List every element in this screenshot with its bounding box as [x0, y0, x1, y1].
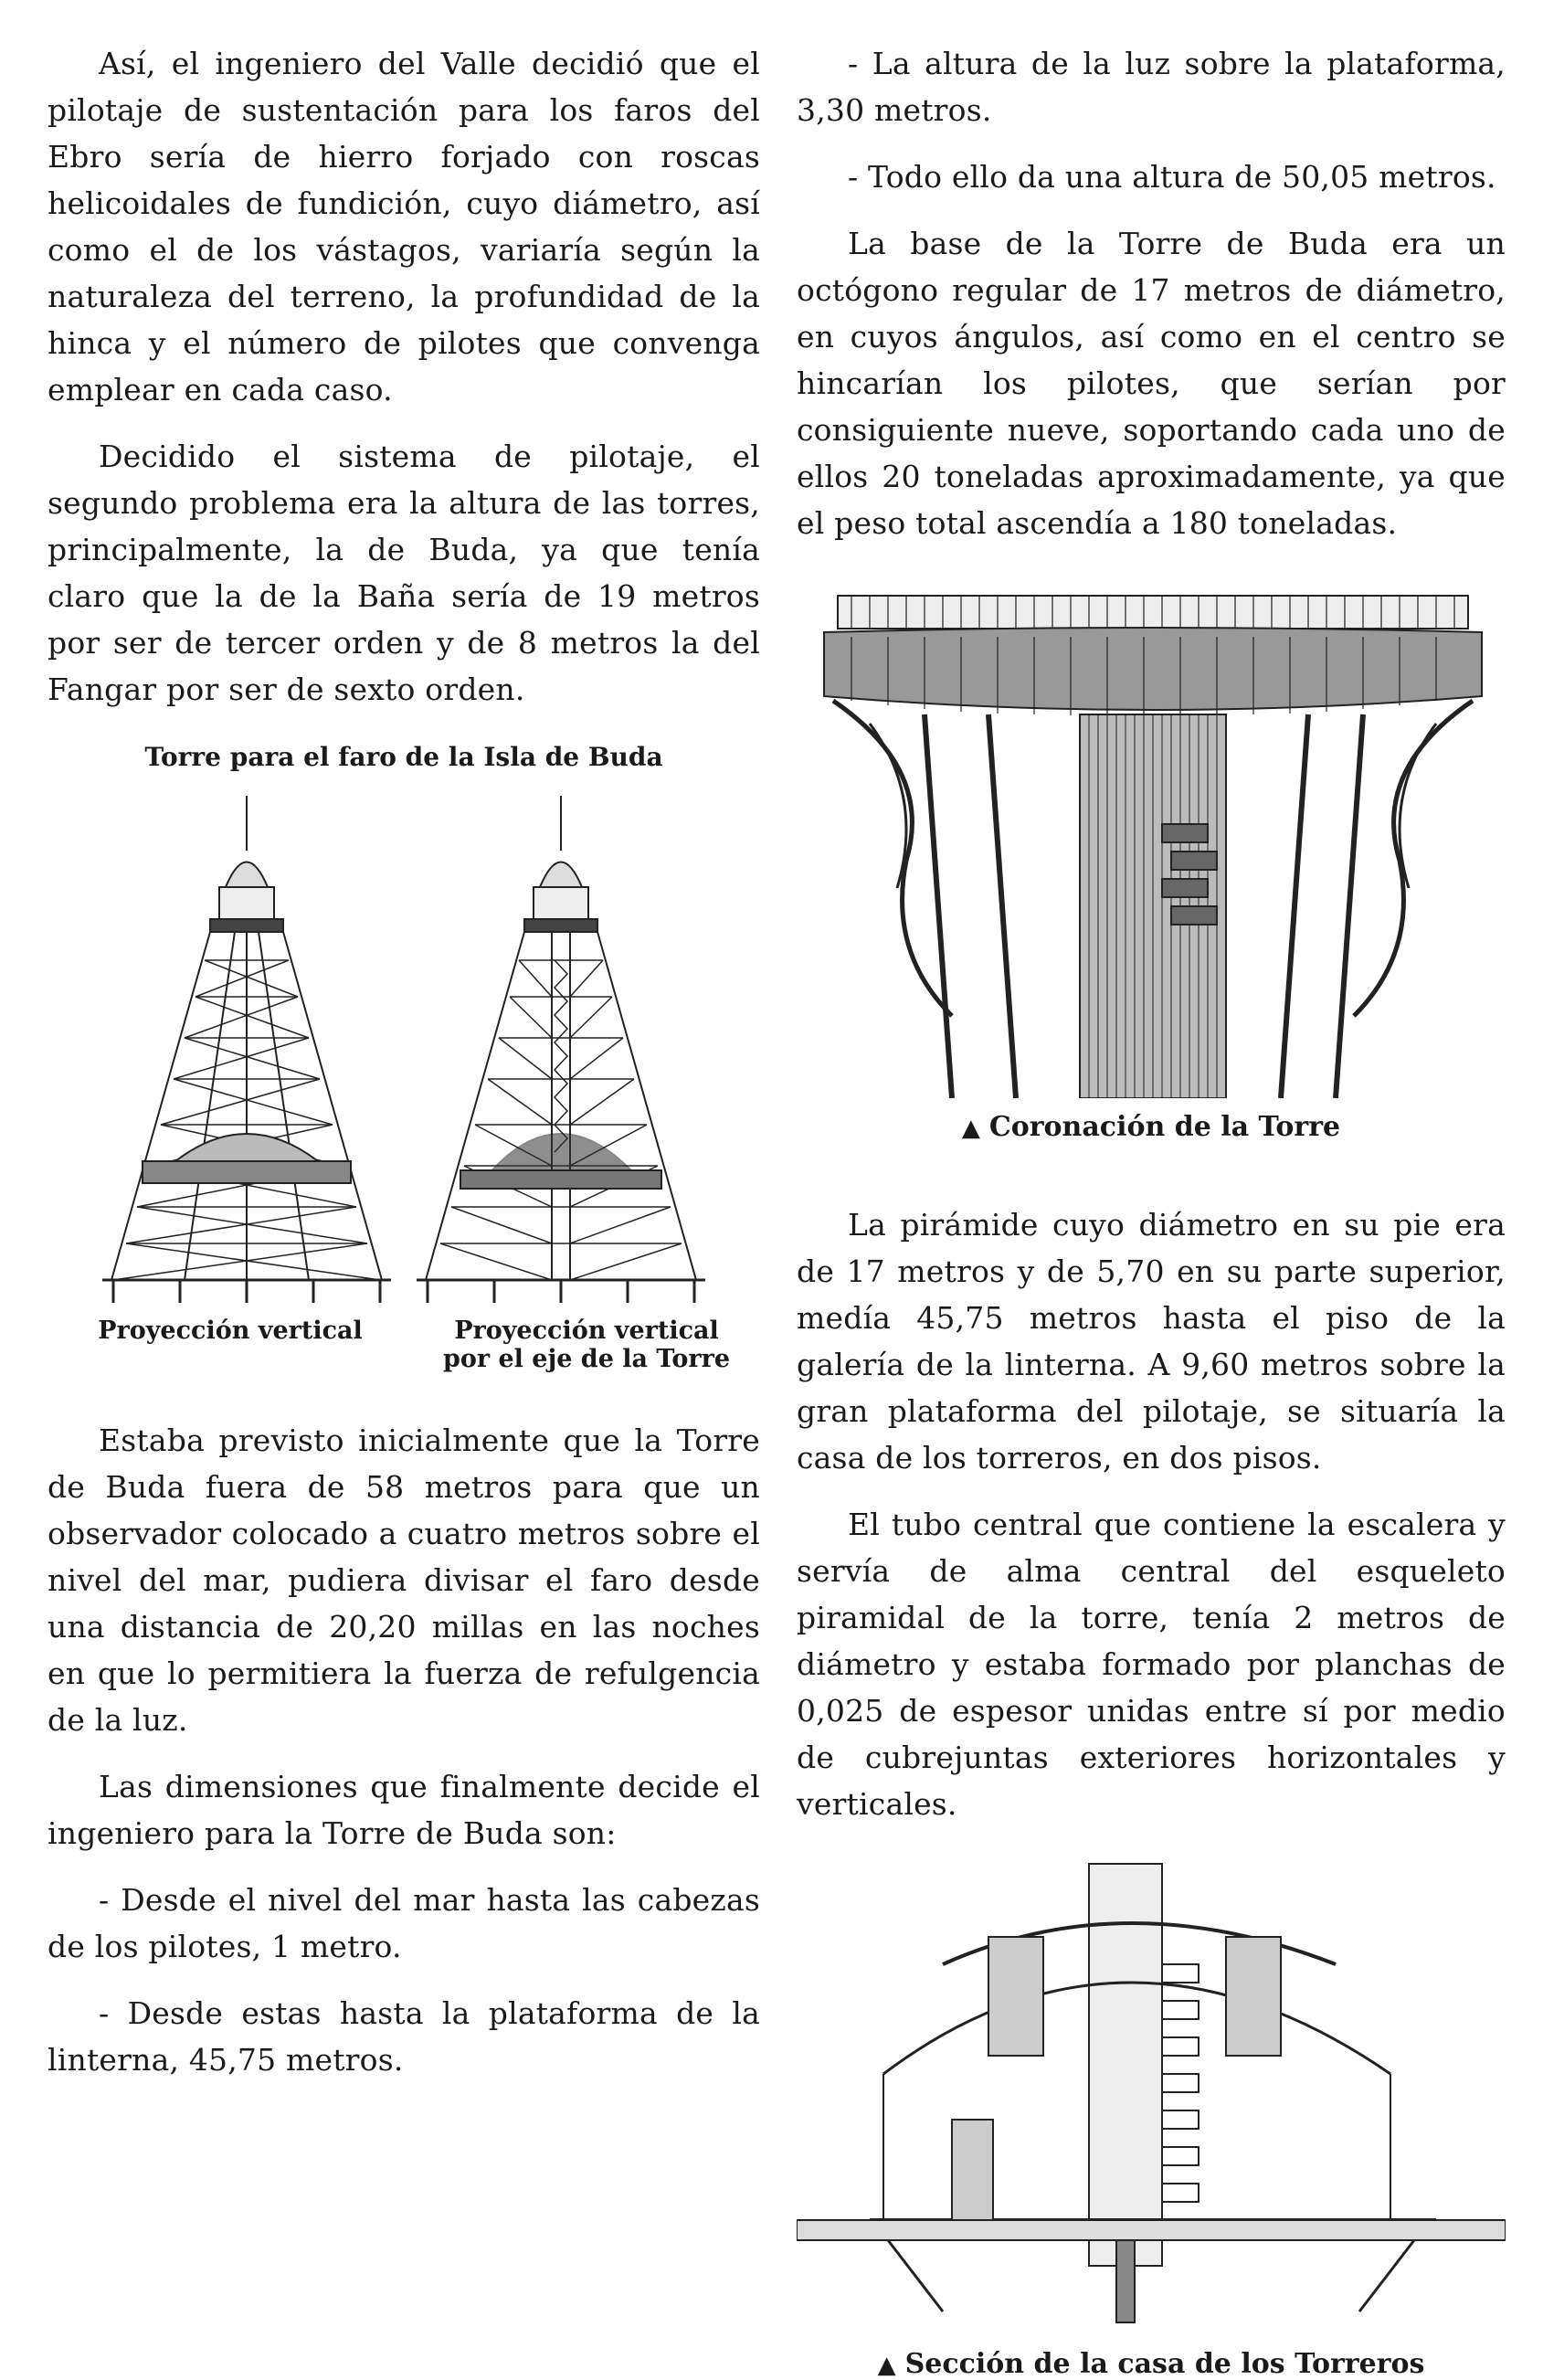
paragraph: Así, el ingeniero del Valle decidió que el pilotaje de sustentación para los faros del Ebro sería de hierro forjado con roscas helicoidales de fundición, cuyo diámetro, así como el de los vástagos, variaría según la naturaleza del terreno, la profundidad de la hinca y el número de pilotes que convenga emplear en cada caso.	[48, 46, 760, 407]
tower-crown-figure	[797, 587, 1506, 1143]
caption-axis-projection-line1: Proyección vertical	[454, 1317, 719, 1345]
caption-keepers-house-text: Sección de la casa de los Torreros	[904, 2348, 1425, 2380]
paragraph: - Todo ello da una altura de 50,05 metros.	[848, 159, 1496, 195]
paragraph: - Desde el nivel del mar hasta las cabezas de los pilotes, 1 metro.	[48, 1882, 760, 1964]
caption-axis-projection-line2: por el eje de la Torre	[442, 1345, 731, 1373]
paragraph: La pirámide cuyo diámetro en su pie era de 17 metros y de 5,70 en su parte superior, medía 45,75 metros hasta el piso de la galería de la linterna. A 9,60 metros sobre la gran plataforma del pilotaje, se situaría la casa de los torreros, en dos pisos.	[797, 1207, 1506, 1476]
tower-drawings	[48, 787, 760, 1317]
caption-vertical-projection: Proyección vertical	[98, 1317, 363, 1345]
caption-keepers-house	[797, 2348, 1506, 2380]
caption-crown	[797, 1111, 1506, 1143]
triangle-icon: ▲	[877, 2352, 896, 2379]
paragraph: El tubo central que contiene la escalera y servía de alma central del esqueleto piramidal de la torre, tenía 2 metros de diámetro y estaba formado por planchas de 0,025 de espesor unidas entre sí por medio de cubrejuntas exteriores horizontales y verticales.	[797, 1507, 1506, 1822]
paragraph: Las dimensiones que finalmente decide el ingeniero para la Torre de Buda son:	[48, 1769, 760, 1851]
figure-title: Torre para el faro de la Isla de Buda	[144, 742, 663, 772]
tower-elevation-figure	[48, 787, 760, 1395]
keepers-house-drawing	[797, 1855, 1506, 2330]
tower-crown-drawing	[797, 587, 1506, 1098]
paragraph: Estaba previsto inicialmente que la Torre de Buda fuera de 58 metros para que un observador colocado a cuatro metros sobre el nivel del mar, pudiera divisar el faro desde una distancia de 20,20 millas en las noches en que lo permitiera la fuerza de refulgencia de la luz.	[48, 1423, 760, 1738]
paragraph: Decidido el sistema de pilotaje, el segundo problema era la altura de las torres, principalmente, la de Buda, ya que tenía claro que la de la Baña sería de 19 metros por ser de tercer orden y de 8 metros la del Fangar por ser de sexto orden.	[48, 439, 760, 707]
left-column	[48, 40, 760, 2103]
caption-crown-text: Coronación de la Torre	[988, 1111, 1341, 1143]
paragraph: - La altura de la luz sobre la plataforma, 3,30 metros.	[797, 46, 1506, 128]
paragraph: La base de la Torre de Buda era un octógono regular de 17 metros de diámetro, en cuyos ángulos, así como en el centro se hincarían los pilotes, que serían por consiguiente nueve, soportando cada uno de ellos 20 toneladas aproximadamente, ya que el peso total ascendía a 180 toneladas.	[797, 226, 1506, 541]
paragraph: - Desde estas hasta la plataforma de la linterna, 45,75 metros.	[48, 1995, 760, 2078]
right-column	[797, 40, 1506, 2380]
keepers-house-figure	[797, 1855, 1506, 2380]
triangle-icon: ▲	[961, 1115, 980, 1142]
